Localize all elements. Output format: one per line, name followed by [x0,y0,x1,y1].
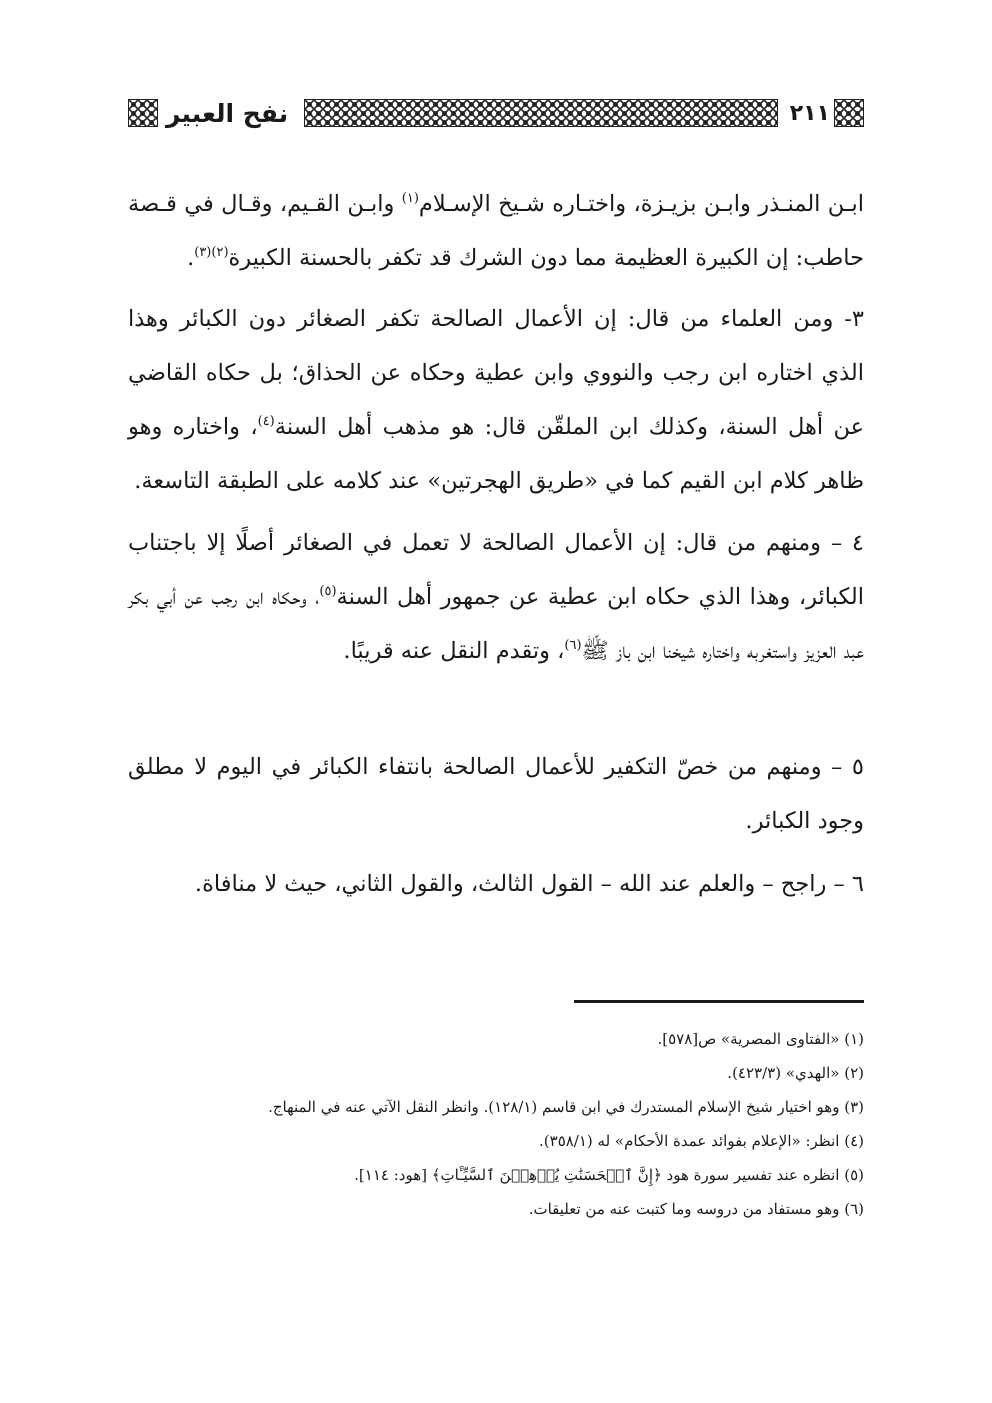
footnote-1: (١) «الفتاوى المصرية» ص[٥٧٨]. [657,1030,864,1048]
ornament-border-right [834,99,864,127]
ornament-border-middle [304,99,778,127]
paragraph-text: ٤ – ومنهم من قال: إن الأعمال الصالحة لا تعمل في الصغائر أصلًا إلا باجتناب الكبائر، وهذا الذي حكاه ابن عطية عن جمهور أهل السنة [128,530,864,610]
paragraph-2 [128,292,864,508]
paragraph-text: وابـن القـيم، وقـال في قـصة حاطب: إن الكبيرة العظيمة مما دون الشرك قد تكفر بالحسنة الكبيرة [128,191,864,271]
footnote-ref[interactable]: (٤) [257,414,275,429]
book-title: نفح العبير [166,98,289,128]
paragraph-5 [128,857,864,911]
footnote-6: (٦) وهو مستفاد من دروسه وما كتبت عنه من تعليقات. [528,1200,864,1218]
paragraph-text: ٣- ومن العلماء من قال: إن الأعمال الصالحة تكفر الصغائر دون الكبائر وهذا الذي اختاره ابن رجب والنووي وابن عطية وحكاه عن الحذاق؛ بل حكاه القاضي عن أهل السنة، وكذلك ابن الملقّن قال: هو مذهب أهل السنة [128,306,864,440]
ornament-border-left [128,99,158,127]
footnote-ref[interactable]: (٦) [564,638,582,653]
paragraph-text: ابـن المنـذر وابـن بزيـزة، واختـاره شـيخ الإسـلام [418,191,865,217]
footnote-3: (٣) وهو اختيار شيخ الإسلام المستدرك في ابن قاسم (١٢٨/١). وانظر النقل الآتي عنه في المنهاج. [268,1098,864,1116]
footnote-ref[interactable]: (٢)(٣) [194,245,229,260]
footnote-ref[interactable]: (١) [401,191,419,206]
footnotes-list [128,1022,864,1226]
paragraph-text: ٥ – ومنهم من خصّ التكفير للأعمال الصالحة بانتفاء الكبائر في اليوم لا مطلق وجود الكبائر. [128,754,864,834]
paragraph-text: ، وتقدم النقل عنه قريبًا. [343,638,565,664]
paragraph-text: ، واختاره وهو ظاهر كلام ابن القيم كما في «طريق الهجرتين» عند كلامه على الطبقة التاسعة. [128,414,864,494]
paragraph-4 [128,740,864,848]
paragraph-text: ٦ – راجح – والعلم عند الله – القول الثالث، والقول الثاني، حيث لا منافاة. [194,871,864,897]
paragraph-3 [128,516,864,678]
footnote-ref[interactable]: (٥) [319,584,337,599]
footnote-5: (٥) انظره عند تفسير سورة هود ﴿إِنَّ ٱلۡحَسَنَٰتِ يُذۡهِبۡنَ ٱلسَّيِّـَٔاتِ﴾ [هود: ١١٤]. [354,1166,864,1184]
page-number: ٢١١ [789,100,830,126]
footnote-separator [574,1000,864,1003]
paragraph-text: ، وحكاه ابن رجب عن أبي بكر عبد العزيز واستغربه واختاره شيخنا ابن باز ﷺ [128,584,864,664]
footnote-2: (٢) «الهدي» (٤٢٣/٣). [727,1064,864,1082]
paragraph-text: . [187,245,195,271]
footnote-4: (٤) انظر: «الإعلام بفوائد عمدة الأحكام» له (٣٥٨/١). [539,1132,864,1150]
paragraph-1 [128,177,864,285]
page-header [128,96,864,130]
